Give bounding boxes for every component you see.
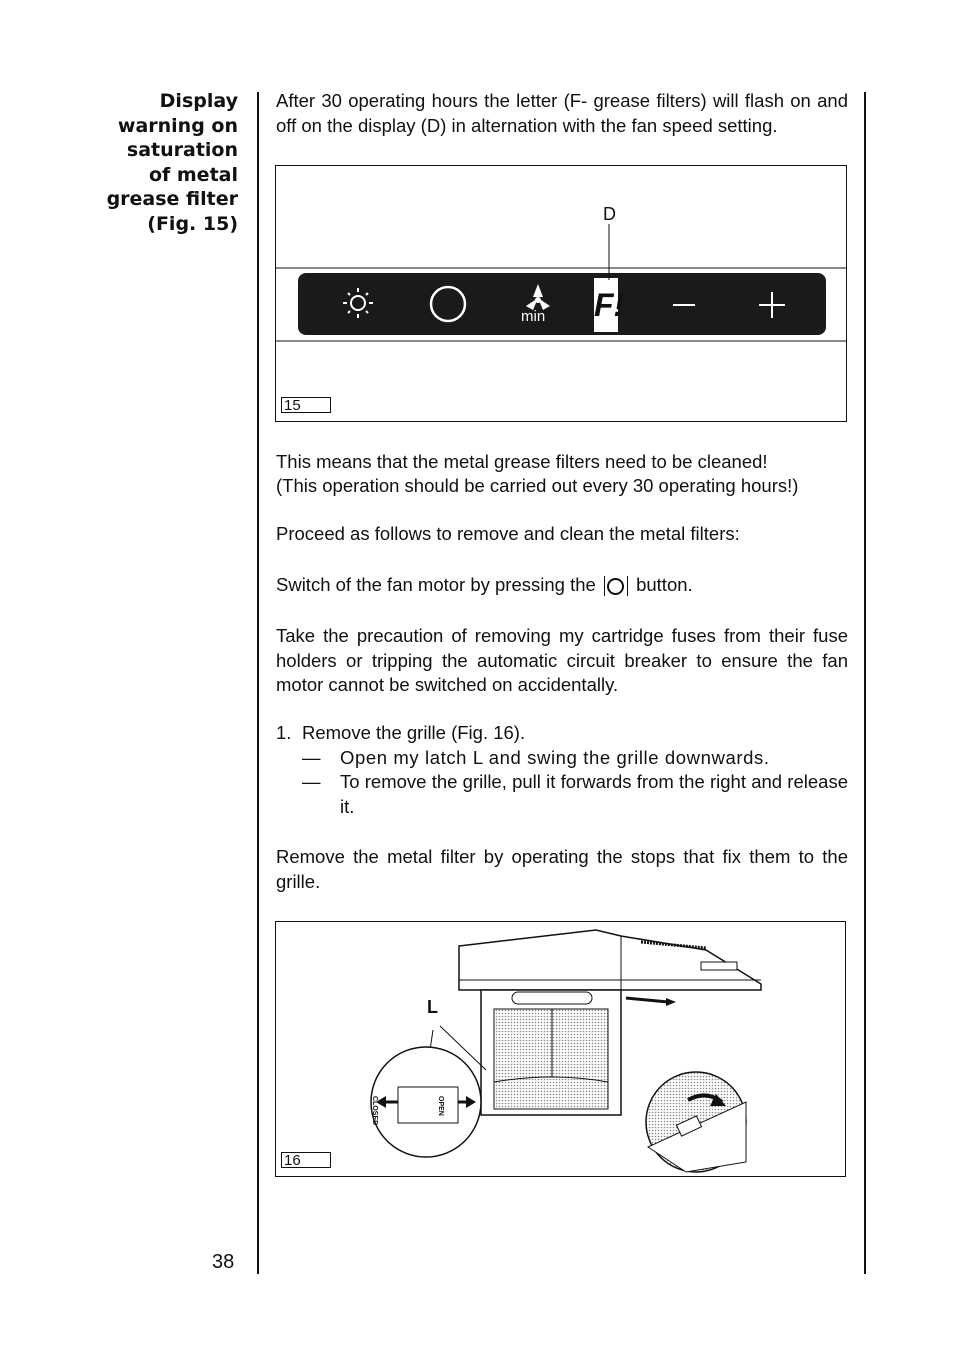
switch-paragraph <box>276 573 848 598</box>
dash: — <box>302 771 321 792</box>
control-panel-illustration <box>276 166 846 421</box>
heading-line: of metal <box>148 163 238 186</box>
min-label: min <box>521 308 546 325</box>
figure-label: 16 <box>281 1152 331 1168</box>
hood-grille-illustration <box>276 922 845 1176</box>
list-item <box>276 770 848 819</box>
intro-paragraph: After 30 operating hours the letter (F- grease filters) will flash on and off on the display (D) in alternation with the fan speed setting. <box>276 90 848 136</box>
meaning-line-1: This means that the metal grease filters need to be cleaned! <box>276 451 768 472</box>
heading-line: Display <box>159 90 238 112</box>
list-item <box>276 721 848 746</box>
switch-text-before: Switch of the fan motor by pressing the <box>276 574 596 595</box>
display-readout: F! <box>594 287 625 323</box>
list-item <box>276 746 848 771</box>
meaning-line-2: (This operation should be carried out every 30 operating hours!) <box>276 475 799 496</box>
open-label: OPEN <box>437 1096 444 1116</box>
display-callout-letter: D <box>603 204 616 224</box>
section-heading <box>58 89 238 236</box>
switch-text-after: button. <box>636 574 693 595</box>
sub-step-text: To remove the grille, pull it forwards from the right and release it. <box>340 771 848 817</box>
step-text: Remove the grille (Fig. 16). <box>302 722 526 743</box>
figure-label: 15 <box>281 397 331 413</box>
closed-label: CLOSED <box>371 1096 378 1126</box>
precaution-paragraph: Take the precaution of removing my cartridge fuses from their fuse holders or tripping the automatic circuit breaker to ensure the fan motor cannot be switched on accidentally. <box>276 625 848 695</box>
remove-filter-paragraph: Remove the metal filter by operating the stops that fix them to the grille. <box>276 846 848 892</box>
heading-line: saturation <box>126 139 238 161</box>
heading-line: (Fig. 15) <box>147 212 238 235</box>
sub-step-text: Open my latch L and swing the grille downwards. <box>340 746 770 768</box>
right-column-rule <box>864 92 866 1274</box>
dash: — <box>302 746 321 768</box>
step-number: 1. <box>276 722 292 743</box>
heading-line: grease filter <box>106 188 238 210</box>
latch-label: L <box>427 997 438 1017</box>
proceed-paragraph: Proceed as follows to remove and clean the metal filters: <box>276 523 740 544</box>
page-number: 38 <box>212 1251 235 1273</box>
steps-list <box>276 721 848 819</box>
figure-15 <box>275 165 847 422</box>
figure-16 <box>275 921 846 1177</box>
off-button-icon <box>604 576 628 596</box>
heading-line: warning on <box>117 114 238 137</box>
left-column-rule <box>257 92 259 1274</box>
